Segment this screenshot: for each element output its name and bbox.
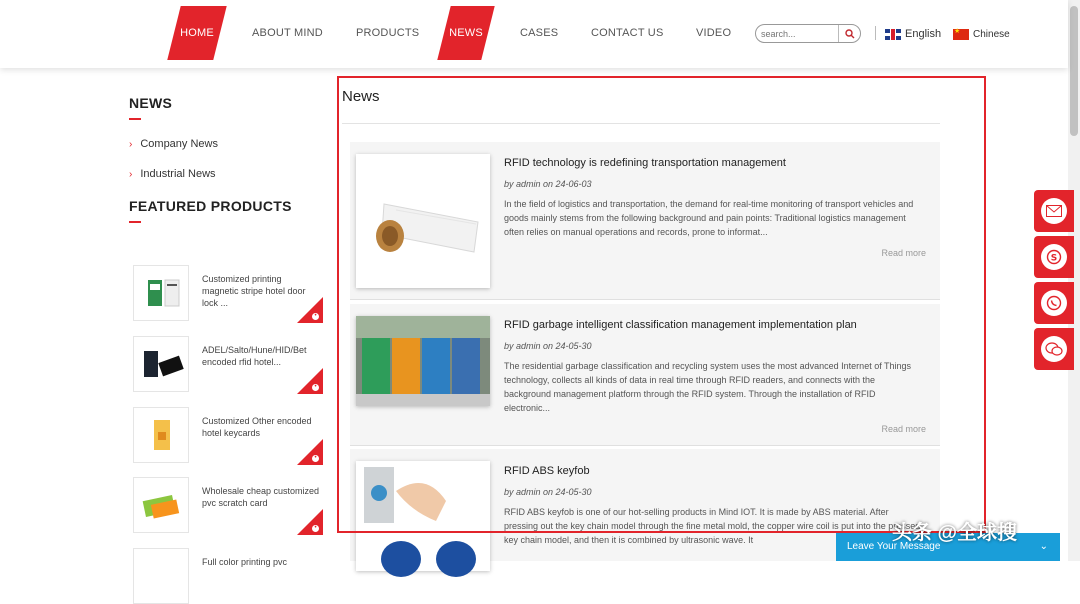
news-image (356, 461, 490, 571)
search-input[interactable] (761, 27, 837, 40)
read-more-link[interactable]: Read more (881, 424, 926, 434)
heading-divider (342, 123, 940, 124)
product-thumbnail (133, 548, 189, 604)
read-more-link[interactable]: Read more (881, 248, 926, 258)
whatsapp-icon (1046, 295, 1062, 311)
email-contact-button[interactable] (1034, 190, 1074, 232)
more-icon: • (312, 455, 319, 462)
nav-contact[interactable]: CONTACT US (591, 27, 664, 39)
nav-news[interactable]: NEWS (444, 6, 488, 60)
nav-home[interactable]: HOME (174, 6, 220, 60)
site-header (0, 0, 1068, 68)
featured-products-title: FEATURED PRODUCTS (129, 198, 292, 214)
news-title-link[interactable]: RFID ABS keyfob (504, 465, 590, 477)
chevron-right-icon: › (129, 139, 133, 150)
news-item[interactable]: RFID ABS keyfob by admin on 24-05-30 RFID ABS keyfob is one of our hot-selling products in Mind IOT. It is made by ABS material. After pressing out the key chain model through the fine metal mold, the copper wire coil is put into the pressed key chain model, and then it is combined by ultrasonic wave. It (350, 449, 940, 561)
svg-text:S: S (1050, 253, 1058, 264)
wechat-icon (1045, 342, 1063, 356)
nav-about[interactable]: ABOUT MIND (252, 27, 323, 39)
search-box (755, 24, 861, 43)
featured-product-item[interactable]: Wholesale cheap customized pvc scratch card • (133, 477, 323, 535)
page-title: News (342, 88, 380, 105)
featured-product-item[interactable]: ADEL/Salto/Hune/HID/Bet encoded rfid hotel... • (133, 336, 323, 394)
scrollbar-thumb[interactable] (1070, 6, 1078, 136)
product-corner-badge (297, 509, 323, 535)
news-image (356, 154, 490, 288)
news-title-link[interactable]: RFID technology is redefining transportation management (504, 157, 786, 169)
lang-english[interactable]: English (885, 26, 941, 42)
skype-contact-button[interactable] (1034, 236, 1074, 278)
featured-product-item[interactable]: Customized printing magnetic stripe hotel door lock ... • (133, 265, 323, 323)
product-corner-badge (297, 368, 323, 394)
sidebar-item-industrial-news[interactable]: › Industrial News (129, 168, 216, 180)
more-icon: • (312, 525, 319, 532)
leave-message-bar[interactable]: Leave Your Message ⌄ (836, 533, 1060, 561)
product-corner-badge (297, 297, 323, 323)
news-item[interactable]: RFID technology is redefining transportation management by admin on 24-06-03 In the field of logistics and transportation, the demand for real-time monitoring of transport vehicles and goods mainly stems from the following background and pain points: Traditional logistics management often relies on manual operations and records, prone to informat... Read more (350, 142, 940, 300)
sidebar-news-title: NEWS (129, 95, 173, 111)
whatsapp-contact-button[interactable] (1034, 282, 1074, 324)
search-icon (845, 29, 855, 39)
nav-cases[interactable]: CASES (520, 27, 559, 39)
featured-product-item[interactable]: Customized Other encoded hotel keycards • (133, 407, 323, 465)
lang-chinese[interactable]: ★ Chinese (953, 26, 1010, 42)
nav-video[interactable]: VIDEO (696, 27, 732, 39)
sidebar-item-company-news[interactable]: › Company News (129, 138, 218, 150)
news-title-link[interactable]: RFID garbage intelligent classification management implementation plan (504, 319, 857, 331)
product-corner-badge (297, 439, 323, 465)
product-thumbnail (133, 407, 189, 463)
mail-icon (1046, 205, 1062, 217)
news-image (356, 316, 490, 406)
page-scrollbar[interactable] (1068, 0, 1080, 561)
news-item[interactable]: RFID garbage intelligent classification management implementation plan by admin on 24-05-30 The residential garbage classification and recycling system uses the most advanced Internet of Things technology, collects all kinds of data in real time through RFID readers, and connects with the background management platform through the RFID system. Through the installation of RFID electronic... Read more (350, 304, 940, 446)
wechat-contact-button[interactable] (1034, 328, 1074, 370)
more-icon: • (312, 313, 319, 320)
header-divider (875, 26, 876, 40)
more-icon: • (312, 384, 319, 391)
product-thumbnail (133, 265, 189, 321)
product-thumbnail (133, 336, 189, 392)
product-thumbnail (133, 477, 189, 533)
featured-product-item[interactable]: Full color printing pvc (133, 548, 323, 561)
skype-icon (1046, 249, 1062, 265)
chevron-down-icon: ⌄ (1039, 541, 1048, 552)
chevron-right-icon: › (129, 169, 133, 180)
nav-products[interactable]: PRODUCTS (356, 27, 420, 39)
cn-flag-icon (953, 29, 969, 40)
search-button[interactable] (838, 25, 860, 42)
watermark: 头条 @全球搜 (892, 522, 1018, 544)
uk-flag-icon (885, 29, 901, 40)
